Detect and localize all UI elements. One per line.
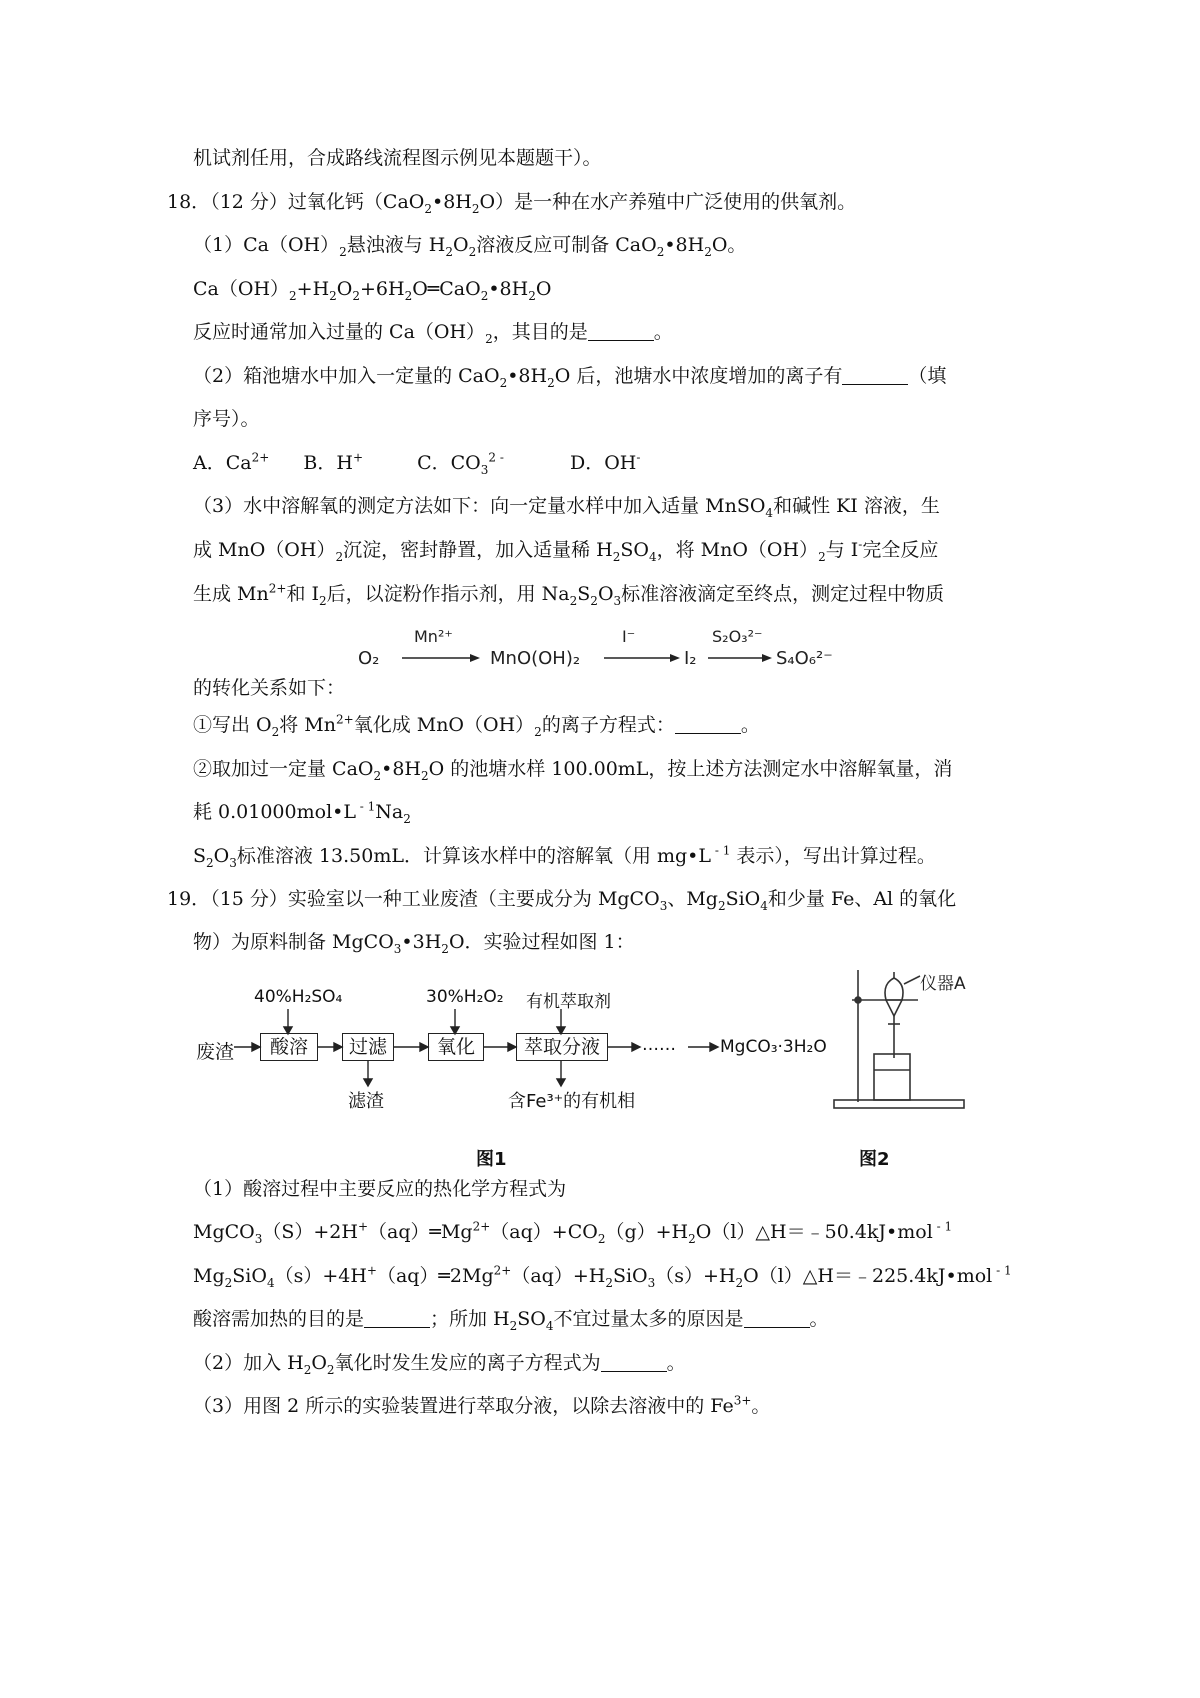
scheme-s4o6: S₄O₆²⁻ [776, 648, 833, 669]
product-mgco3: MgCO₃·3H₂O [720, 1037, 827, 1057]
q18-part3-line3: 生成 $Mn^{2+}$和 $I_2$后，以淀粉作指示剂，用 $Na_2S_2O_3$标准溶液滴定至终点，测定过程中物质 [193, 581, 945, 608]
scheme-o2: O₂ [358, 648, 380, 669]
q19-equation-2: $Mg_2SiO_4(s)+4H^+(aq)═2Mg^{2+}(aq)+H_2SiO_3(s)+H_2O(l)\triangle H=﹣225.4kJ•mol$ $^{- 1}$ [193, 1263, 1012, 1290]
scheme-iodide-label: I⁻ [622, 627, 636, 646]
scheme-i2: I₂ [684, 648, 697, 669]
q18-part1: $(1)Ca(OH)_2$悬浊液与 $H_2O_2$溶液反应可制备 $CaO_2•8H_2O$。 [193, 234, 747, 259]
box-oxidize: 氧化 [428, 1033, 484, 1061]
reagent-h2o2: 30%H₂O₂ [426, 987, 504, 1007]
option-b: B．H+ [303, 450, 363, 474]
box-acid-dissolve: 酸溶 [260, 1033, 318, 1061]
question-19-heading-line2: 物）为原料制备 $MgCO_3•3H_2O$．实验过程如图 1： [193, 931, 635, 956]
answer-blank[interactable] [588, 322, 654, 341]
q18-part3-line2: 成 $MnO(OH)_2$沉淀，密封静置，加入适量稀 $H_2SO_4$，将 $MnO(OH)_2$与 I-完全反应 [193, 537, 939, 564]
figure-2-caption: 图2 [859, 1149, 890, 1170]
box-extract-separate: 萃取分液 [516, 1033, 608, 1061]
question-19-heading: 19．（15 分）实验室以一种工业废渣（主要成分为 MgCO$_3$、$Mg_2SiO_4$和少量 Fe、Al 的氧化 [167, 888, 957, 913]
flow-ellipsis: …… [642, 1035, 676, 1055]
figure-1-flowchart [190, 985, 830, 1115]
answer-blank[interactable] [744, 1309, 810, 1328]
q18-equation: $Ca(OH)_2+H_2O_2+6H_2O═CaO_2•8H_2O$ [193, 278, 552, 303]
q18-part2-cont: 序号）。 [193, 408, 260, 430]
q18-sub2-line3: $S_2O_3$标准溶液 13.50mL．计算该水样中的溶解氧（用 mg•L $^{- 1}$ 表示），写出计算过程。 [193, 843, 936, 870]
q18-options [193, 451, 640, 475]
q19-part3: （3）用图 2 所示的实验装置进行萃取分液，以除去溶液中的 $Fe^{3+}$。 [193, 1393, 771, 1417]
start-waste-residue: 废渣 [196, 1041, 235, 1063]
output-fe3-organic-phase: 含Fe³⁺的有机相 [508, 1091, 636, 1112]
q18-purpose-question: 反应时通常加入过量的 $Ca(OH)_2$，其目的是 。 [193, 321, 673, 346]
figure-1-caption: 图1 [476, 1149, 507, 1170]
answer-blank[interactable] [601, 1353, 667, 1372]
flowchart-arrows [190, 985, 830, 1115]
q18-part2: （2）箱池塘水中加入一定量的 $CaO_2•8H_2O$ 后，池塘水中浓度增加的离子有 （填 [193, 365, 947, 390]
text-line: 机试剂任用，合成路线流程图示例见本题题干）。 [193, 147, 602, 169]
q18-sub2: ②取加过一定量 $CaO_2•8H_2O$ 的池塘水样 100.00mL，按上述方法测定水中溶解氧量，消 [193, 758, 953, 783]
apparatus-label: 仪器A [920, 974, 966, 994]
q18-sub2-line2: 耗 0.01000mol•L $^{- 1}Na_2$ [193, 799, 411, 826]
q19-part1: （1）酸溶过程中主要反应的热化学方程式为 [193, 1178, 567, 1200]
q18-sub1: ①写出 $O_2$将 $Mn^{2+}$氧化成 $MnO(OH)_2$的离子方程式： 。 [193, 712, 760, 739]
q18-part3: （3）水中溶解氧的测定方法如下：向一定量水样中加入适量 MnSO$_4$和碱性 KI 溶液，生 [193, 495, 940, 520]
answer-blank[interactable] [364, 1309, 430, 1328]
scheme-mnooh2: MnO(OH)₂ [490, 648, 581, 669]
option-a: A．$Ca^{2+}$ [193, 450, 270, 474]
reagent-h2so4: 40%H₂SO₄ [254, 987, 343, 1007]
q19-part2: （2）加入 $H_2O_2$氧化时发生发应的离子方程式为 。 [193, 1352, 686, 1377]
reagent-organic-extractant: 有机萃取剂 [526, 992, 611, 1012]
figure-2-apparatus [828, 962, 978, 1112]
answer-blank[interactable] [842, 366, 908, 385]
option-d: D．OH- [570, 450, 641, 474]
scheme-thiosulfate-label: S₂O₃²⁻ [712, 627, 763, 646]
answer-blank[interactable] [675, 715, 741, 734]
q19-equation-1: $MgCO_3(S)+2H^+(aq)═Mg^{2+}(aq)+CO_2(g)+H_2O(l)\triangle H=﹣50.4kJ•mol$ $^{- 1}$ [193, 1219, 953, 1246]
output-filter-residue: 滤渣 [348, 1091, 384, 1112]
conversion-scheme [352, 622, 852, 678]
box-filter: 过滤 [342, 1033, 394, 1061]
q18-part3-line4: 的转化关系如下： [193, 677, 346, 699]
q19-part1-question: 酸溶需加热的目的是 ；所加 $H_2SO_4$不宜过量太多的原因是 。 [193, 1308, 829, 1333]
option-c: C．$CO_3^{2 -}$ [417, 450, 504, 477]
scheme-mn2-label: Mn²⁺ [414, 627, 453, 646]
question-18-heading: 18．（12 分）过氧化钙$(CaO_2•8H_2O)$是一种在水产养殖中广泛使用的供氧剂。 [167, 191, 857, 216]
